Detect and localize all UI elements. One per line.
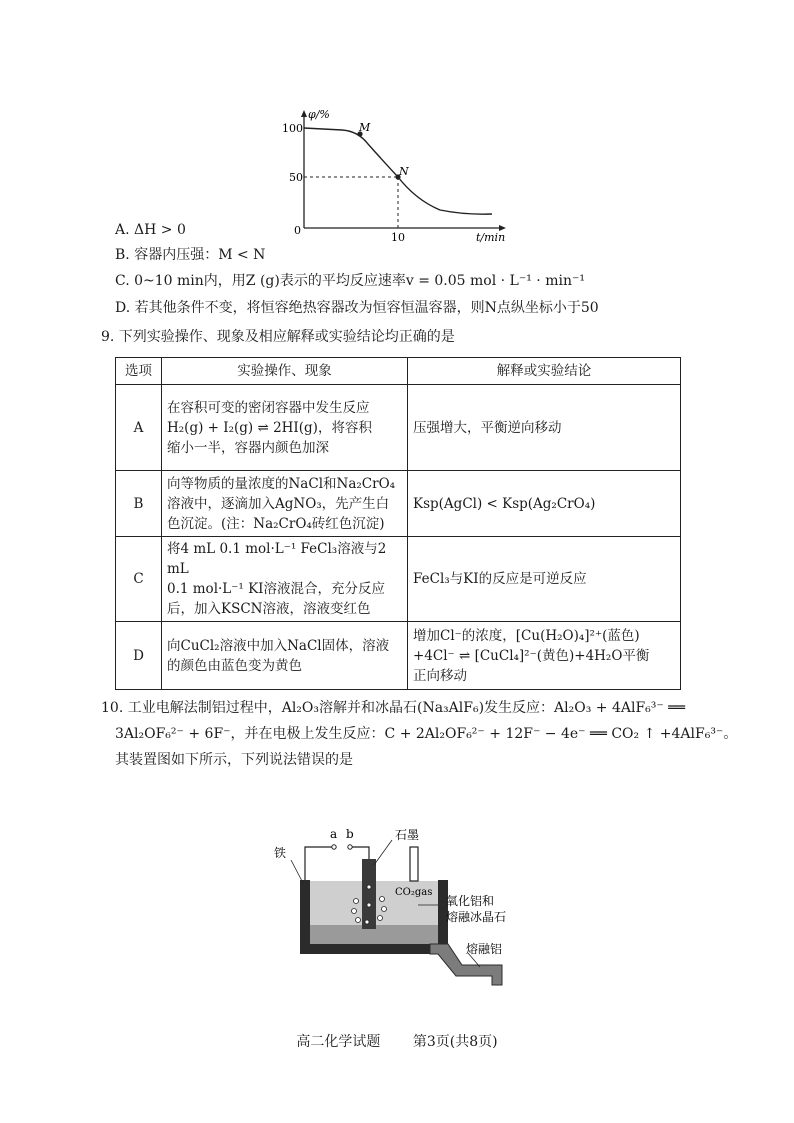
q9-stem: 9. 下列实验操作、现象及相应解释或实验结论均正确的是	[101, 329, 455, 345]
row-a-concl-line: 压强增大，平衡逆向移动	[413, 419, 562, 436]
row-b-operation	[162, 471, 408, 537]
row-a-op-line: H₂(g) + I₂(g) ⇌ 2HI(g)，将容积	[167, 419, 372, 436]
iron-leader	[291, 860, 303, 883]
row-a-option: A	[116, 385, 162, 471]
row-c-op-line: 0.1 mol·L⁻¹ KI溶液混合，充分反应	[167, 581, 386, 597]
row-a-conclusion	[408, 385, 681, 471]
row-b-op-line: 色沉淀。(注：Na₂CrO₄砖红色沉淀)	[167, 515, 385, 532]
electrolysis-apparatus	[270, 825, 520, 1000]
row-d-op-line: 向CuCl₂溶液中加入NaCl固体，溶液	[167, 637, 390, 654]
table-row	[116, 622, 681, 690]
point-n-label: N	[399, 165, 409, 178]
q10-stem-line3: 其装置图如下所示，下列说法错误的是	[115, 752, 353, 768]
y-tick-50: 50	[289, 171, 303, 184]
row-d-concl-line: +4Cl⁻ ⇌ [CuCl₄]²⁻(黄色)+4H₂O平衡	[413, 647, 650, 664]
option-d: D. 若其他条件不变，将恒容绝热容器改为恒容恒温容器，则N点纵坐标小于50	[115, 300, 599, 316]
row-b-op-line: 向等物质的量浓度的NaCl和Na₂CrO₄	[167, 475, 396, 492]
header-option: 选项	[116, 358, 162, 385]
row-b-op-line: 溶液中，逐滴加入AgNO₃，先产生白	[167, 495, 390, 512]
footer-subject: 高二化学试题	[296, 1034, 381, 1050]
row-b-conclusion	[408, 471, 681, 537]
concentration-time-graph	[280, 104, 520, 244]
row-d-concl-line: 增加Cl⁻的浓度，[Cu(H₂O)₄]²⁺(蓝色)	[413, 627, 640, 644]
label-molten-aluminum: 熔融铝	[466, 942, 503, 956]
row-b-option: B	[116, 471, 162, 537]
option-a: A. ΔH > 0	[115, 222, 186, 238]
row-d-concl-line: 正向移动	[413, 667, 467, 684]
row-d-conclusion	[408, 622, 681, 690]
graphite-electrode	[362, 859, 376, 929]
row-c-op-line: 后，加入KSCN溶液，溶液变红色	[167, 601, 371, 617]
q10-stem-line1: 10. 工业电解法制铝过程中，Al₂O₃溶解并和冰晶石(Na₃AlF₆)发生反应：Al₂O₃ + 4AlF₆³⁻ ══	[101, 700, 686, 716]
row-c-operation	[162, 537, 408, 622]
x-axis-label: t/min	[476, 231, 506, 244]
row-a-operation	[162, 385, 408, 471]
row-a-op-line: 在容积可变的密闭容器中发生反应	[167, 399, 370, 416]
label-graphite: 石墨	[395, 828, 420, 842]
label-electrolyte-1: 氧化铝和	[446, 894, 495, 908]
table-row	[116, 471, 681, 537]
row-b-concl-line: Ksp(AgCl) < Ksp(Ag₂CrO₄)	[413, 495, 596, 512]
label-co2-gas: CO₂gas	[395, 887, 433, 898]
q9-table	[115, 357, 681, 690]
y-tick-100: 100	[282, 122, 303, 135]
row-c-option: C	[116, 537, 162, 622]
table-header-row	[116, 358, 681, 385]
terminal-b	[348, 845, 352, 849]
q10-stem-line2: 3Al₂OF₆²⁻ + 6F⁻，并在电极上发生反应：C + 2Al₂OF₆²⁻ + 12F⁻ − 4e⁻ ══ CO₂ ↑ +4AlF₆³⁻。	[115, 726, 738, 742]
row-c-conclusion	[408, 537, 681, 622]
option-b: B. 容器内压强：M < N	[115, 247, 266, 263]
label-iron: 铁	[274, 846, 287, 860]
row-c-op-line: 将4 mL 0.1 mol·L⁻¹ FeCl₃溶液与2 mL	[167, 541, 387, 577]
y-tick-0: 0	[294, 224, 301, 237]
row-d-operation	[162, 622, 408, 690]
row-d-option: D	[116, 622, 162, 690]
point-m-label: M	[359, 121, 371, 134]
table-row	[116, 385, 681, 471]
label-a: a	[330, 827, 338, 841]
wire-to-b	[352, 847, 369, 859]
row-a-op-line: 缩小一半，容器内颜色加深	[167, 439, 329, 456]
y-axis-arrow	[301, 110, 307, 117]
header-conclusion: 解释或实验结论	[408, 358, 681, 385]
table-row	[116, 537, 681, 622]
label-electrolyte-2: 熔融冰晶石	[446, 910, 507, 924]
wire-to-a	[305, 847, 332, 880]
graphite-leader	[374, 840, 392, 865]
page-footer	[0, 1031, 794, 1051]
footer-page-number: 第3页(共8页)	[412, 1034, 498, 1050]
label-b: b	[346, 827, 354, 841]
y-axis-label: φ/%	[308, 108, 330, 121]
row-c-concl-line: FeCl₃与KI的反应是可逆反应	[413, 571, 587, 587]
row-d-op-line: 的颜色由蓝色变为黄色	[167, 657, 302, 674]
x-tick-10: 10	[391, 231, 405, 244]
gas-outlet-pipe	[410, 847, 418, 881]
option-c: C. 0~10 min内，用Z (g)表示的平均反应速率v = 0.05 mol · L⁻¹ · min⁻¹	[115, 273, 585, 289]
header-operation: 实验操作、现象	[162, 358, 408, 385]
terminal-a	[332, 845, 336, 849]
